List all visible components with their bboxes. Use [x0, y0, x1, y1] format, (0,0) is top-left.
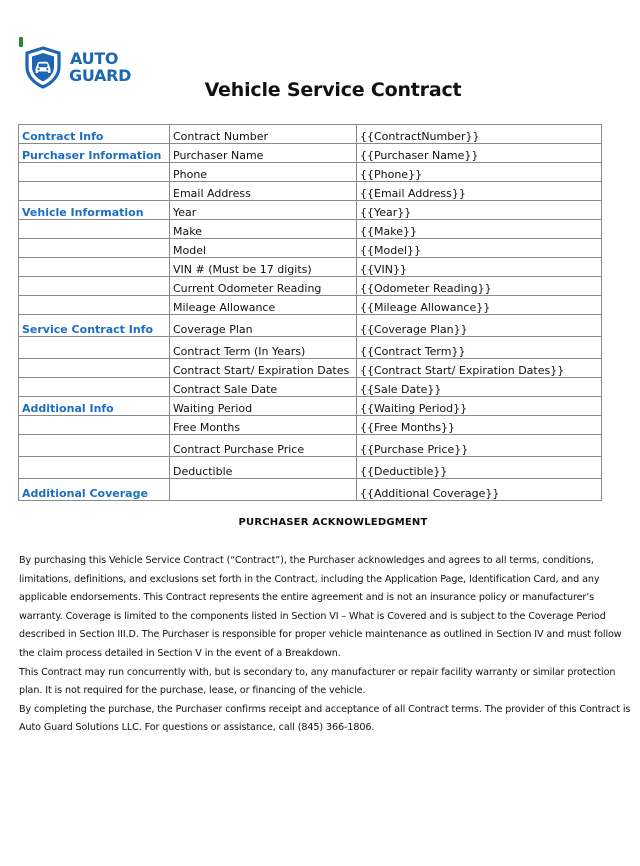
section-cell: [19, 296, 170, 315]
field-value-cell: {{Purchase Price}}: [357, 435, 602, 457]
table-row: [19, 435, 602, 457]
section-cell: [19, 378, 170, 397]
table-row: [19, 163, 602, 182]
field-label-cell: Phone: [170, 163, 357, 182]
section-cell: Additional Coverage: [19, 479, 170, 501]
section-cell: Additional Info: [19, 397, 170, 416]
section-cell: [19, 457, 170, 479]
acknowledgment-paragraph-3: By completing the purchase, the Purchaser confirms receipt and acceptance of all Contract terms. The provider of this Contract is Auto Guard Solutions LLC. For questions or assistance, call (845) 366-1806.: [19, 703, 631, 734]
field-value-cell: {{Coverage Plan}}: [357, 315, 602, 337]
acknowledgment-heading: PURCHASER ACKNOWLEDGMENT: [238, 517, 428, 528]
acknowledgment-body: [19, 552, 639, 738]
field-label-cell: Make: [170, 220, 357, 239]
table-row: [19, 315, 602, 337]
field-value-cell: {{VIN}}: [357, 258, 602, 277]
table-row: [19, 277, 602, 296]
logo-line-1: AUTO: [70, 49, 119, 68]
field-label-cell: Mileage Allowance: [170, 296, 357, 315]
field-value-cell: {{ContractNumber}}: [357, 125, 602, 144]
field-value-cell: {{Make}}: [357, 220, 602, 239]
field-value-cell: {{Sale Date}}: [357, 378, 602, 397]
field-value-cell: {{Additional Coverage}}: [357, 479, 602, 501]
table-row: [19, 239, 602, 258]
section-cell: [19, 163, 170, 182]
table-row: [19, 359, 602, 378]
table-row: [19, 125, 602, 144]
field-value-cell: {{Free Months}}: [357, 416, 602, 435]
section-cell: [19, 277, 170, 296]
field-label-cell: Deductible: [170, 457, 357, 479]
table-row: [19, 378, 602, 397]
field-value-cell: {{Odometer Reading}}: [357, 277, 602, 296]
field-value-cell: {{Phone}}: [357, 163, 602, 182]
field-value-cell: {{Model}}: [357, 239, 602, 258]
field-value-cell: {{Contract Term}}: [357, 337, 602, 359]
table-row: [19, 258, 602, 277]
section-cell: [19, 258, 170, 277]
table-row: [19, 416, 602, 435]
field-label-cell: Year: [170, 201, 357, 220]
section-cell: Contract Info: [19, 125, 170, 144]
field-label-cell: Waiting Period: [170, 397, 357, 416]
table-row: [19, 479, 602, 501]
table-row: [19, 182, 602, 201]
field-label-cell: Contract Term (In Years): [170, 337, 357, 359]
field-label-cell: Purchaser Name: [170, 144, 357, 163]
field-value-cell: {{Deductible}}: [357, 457, 602, 479]
section-cell: [19, 416, 170, 435]
document-title: Vehicle Service Contract: [204, 79, 462, 101]
field-value-cell: {{Year}}: [357, 201, 602, 220]
section-cell: [19, 239, 170, 258]
section-cell: Vehicle Information: [19, 201, 170, 220]
table-row: [19, 201, 602, 220]
field-label-cell: Contract Number: [170, 125, 357, 144]
section-cell: Purchaser Information: [19, 144, 170, 163]
field-label-cell: Email Address: [170, 182, 357, 201]
field-label-cell: Current Odometer Reading: [170, 277, 357, 296]
field-value-cell: {{Purchaser Name}}: [357, 144, 602, 163]
field-label-cell: [170, 479, 357, 501]
field-label-cell: Free Months: [170, 416, 357, 435]
table-row: [19, 296, 602, 315]
acknowledgment-paragraph-1: By purchasing this Vehicle Service Contract (“Contract”), the Purchaser acknowledges and agrees to all terms, conditions, limitations, definitions, and exclusions set forth in the Contract, including the Application Page, Identification Card, and any applicable endorsements. This Contract represents the entire agreement and is not an insurance policy or manufacturer’s warranty. Coverage is limited to the components listed in Section VI – What is Covered and is subject to the Coverage Period described in Section III.D. The Purchaser is responsible for proper vehicle maintenance as outlined in Section IV and must follow the claim process detailed in Section V in the event of a Breakdown.: [19, 555, 622, 659]
table-row: [19, 397, 602, 416]
field-label-cell: VIN # (Must be 17 digits): [170, 258, 357, 277]
table-row: [19, 144, 602, 163]
table-row: [19, 220, 602, 239]
section-cell: Service Contract Info: [19, 315, 170, 337]
field-label-cell: Model: [170, 239, 357, 258]
field-label-cell: Contract Start/ Expiration Dates: [170, 359, 357, 378]
field-value-cell: {{Mileage Allowance}}: [357, 296, 602, 315]
logo-line-2: GUARD: [69, 66, 132, 85]
field-label-cell: Coverage Plan: [170, 315, 357, 337]
field-label-cell: Contract Purchase Price: [170, 435, 357, 457]
section-cell: [19, 220, 170, 239]
field-value-cell: {{Waiting Period}}: [357, 397, 602, 416]
field-value-cell: {{Email Address}}: [357, 182, 602, 201]
table-row: [19, 337, 602, 359]
section-cell: [19, 182, 170, 201]
table-row: [19, 457, 602, 479]
field-label-cell: Contract Sale Date: [170, 378, 357, 397]
contract-info-table: [18, 124, 602, 501]
acknowledgment-paragraph-2: This Contract may run concurrently with, but is secondary to, any manufacturer or repair facility warranty or similar protection plan. It is not required for the purchase, lease, or financing of the vehicle.: [19, 666, 616, 697]
field-value-cell: {{Contract Start/ Expiration Dates}}: [357, 359, 602, 378]
section-cell: [19, 359, 170, 378]
section-cell: [19, 337, 170, 359]
section-cell: [19, 435, 170, 457]
